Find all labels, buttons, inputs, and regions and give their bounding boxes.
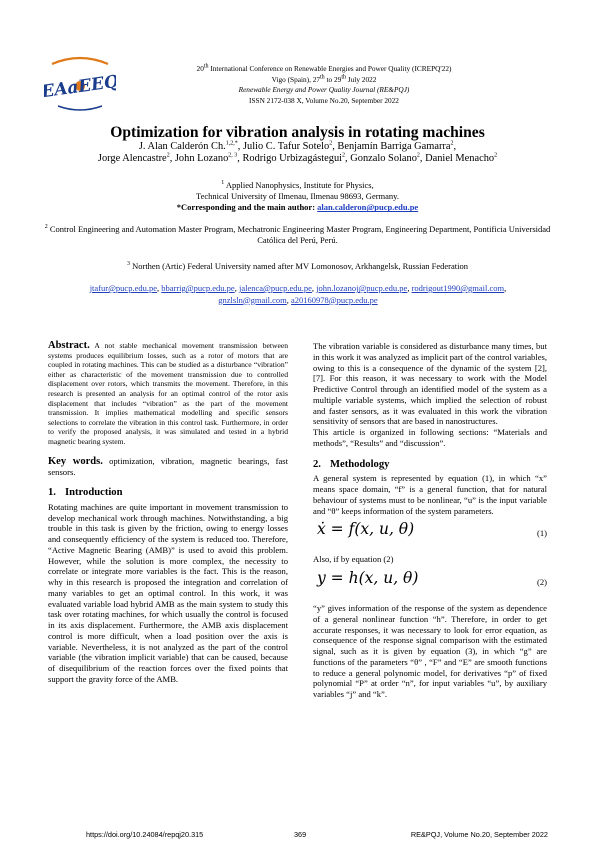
journal-citation: RE&PQJ, Volume No.20, September 2022 <box>410 830 548 839</box>
left-column <box>48 341 288 685</box>
author: Julio C. Tafur Sotelo$^2$, <box>242 140 338 152</box>
author-emails: jtafur@pucp.edu.pe, bbarrig@pucp.edu.pe, jalenca@pucp.edu.pe, john.lozanoj@pucp.edu.pe, rodrigout1990@gmail.com, gnzlsln@gmail.com, a20160978@pucp.edu.pe <box>89 283 507 305</box>
email-link[interactable]: a20160978@pucp.edu.pe <box>291 294 378 305</box>
email-link[interactable]: bbarrig@pucp.edu.pe <box>161 283 235 293</box>
logo-lettering: EAaEEQ <box>44 71 116 103</box>
equation-2-number: (2) <box>536 577 547 587</box>
email-link[interactable]: jtafur@pucp.edu.pe <box>89 283 157 293</box>
conference-line-1: 20th International Conference on Renewable Energies and Power Quality (ICREPQ'22) <box>196 63 452 73</box>
author: Rodrigo Urbizagástegui$^2$, <box>242 152 351 165</box>
author: Benjamín Barriga Gamarra$^2$, <box>337 140 457 152</box>
author: Gonzalo Solano$^2$, <box>350 152 426 165</box>
author: J. Alan Calderón Ch.$^{1,2,*}$, <box>138 140 243 152</box>
equation-1 <box>313 522 547 548</box>
affiliation-2: $^2$ Control Engineering and Automation Master Program, Mechatronic Engineering Master Program, Engineering Department, Pontificia Universidad Católica del Perú, Perú. <box>44 224 551 246</box>
equation-2 <box>313 571 547 597</box>
equation-2-formula: y = h(x, u, θ) <box>317 569 419 587</box>
conference-header <box>130 64 518 106</box>
paragraph: “y” gives information of the response of the system as dependence of a general nonlinear function “h”. Therefore, in order to get accurate responses, it was necessary to look for error equation, as consequence of the response signal comparison with the estimated signal, such as it is given by equation (3), in which “g” are functions of the parameters “θ” , “F” and “E” are smooth functions to reduce a general polynomic model, for derivatives “p” of fixed polynomial “P” at order “n”, for input variables “u”, by auxiliary variables “j” and “k”. <box>313 603 547 699</box>
paragraph: This article is organized in following sections: “Materials and methods”, “Results” and “discussion”. <box>313 427 547 448</box>
section-heading-methodology: 2. Methodology <box>313 458 390 470</box>
email-link[interactable]: rodrigout1990@gmail.com <box>411 283 505 293</box>
keywords-label: Key words. <box>48 455 103 467</box>
doi-link[interactable]: https://doi.org/10.24084/repqj20.315 <box>86 830 204 839</box>
paragraph: The vibration variable is considered as disturbance many times, but in this work it was analyzed as implicit part of the control variables, owing to this is a consequence of the dynamic of the system [2], [7]. For this reason, it was necessary to work with the Model Predictive Control through an identified model of the system as a multiple variable systems, which implied the selection of robust and faster sensors, as it was evaluated in this work the vibration sensitivity of sensors that are based in nanostructures. <box>313 341 547 427</box>
paragraph: A general system is represented by equation (1), in which “x” means space domain, “f” is a general function, that for natural behaviour of systems must to be nonlinear, “u” is the input variable and “θ” keeps information of the system parameters. <box>313 473 547 516</box>
abstract: Abstract. A not stable mechanical movement transmission between systems produces equilibrium losses, such as a rotor of motors that are coupled in rotating machines. This can be studied as a disturbance “vibration” either as characteristic of the movement transmission due to controlled displacement over rotors, which transmits the movement. Therefore, in this research is presented an analysis for an optimal control of the rotor axis displacement that includes “vibration” as the part of the movement transmission. It implies mathematical modelling and specific sensors selections to correlate the vibration in this control task. Furthermore, in order to verify the proposed analysis, it was simulated and tested in a hybrid magnetic bearing system. <box>48 340 288 446</box>
keywords: Key words. optimization, vibration, magnetic bearings, fast sensors. <box>48 455 288 478</box>
email-link[interactable]: jalenca@pucp.edu.pe <box>238 283 312 293</box>
author: Daniel Menacho$^2$ <box>425 152 498 165</box>
equation-1-formula: ẋ = f(x, u, θ) <box>317 520 415 539</box>
email-link[interactable]: john.lozanoj@pucp.edu.pe <box>316 283 408 293</box>
journal-name: Renewable Energy and Power Quality Journal (RE&PQJ) <box>238 85 410 95</box>
corresponding-email-link[interactable]: alan.calderon@pucp.edu.pe <box>317 202 419 213</box>
author-list <box>40 141 555 166</box>
affiliation-1: $^1$ Applied Nanophysics, Institute for Physics, Technical University of Ilmenau, Ilmenau 98693, Germany. *Corresponding and the main author: alan.calderon@pucp.edu.pe <box>40 180 555 214</box>
paragraph: Also, if by equation (2) <box>313 554 394 565</box>
introduction-text: Rotating machines are quite important in movement transmission to develop mechanical work through machines. Notwithstanding, a big trouble in this task is given by the friction, owing to energy losses and consequently efficiency of the system is reduced too. Therefore, “Active Magnetic Bearing (AMB)” is used to avoid this problem. However, while the solution is more complex, the necessity to correlate or integrate more variables is the fact. This is the reason, why in this research is proposed the integration and correlation of many variables to get an optimal control. In this work, it was evaluated variable load hybrid AMB as the main system to study this task over rotating machines, for which usually the control is focused in its axis displacement. Furthermore, the AMB axis displacement control is more difficult, when a load position over the axis is variable. Nevertheless, it is not analyzed as the part of the control variable (the vibration implicit variable) that can be caused, because of disequilibrium of the reaction forces over the fixed points that support the gravity force of the AMB. <box>48 501 288 684</box>
page-number: 369 <box>294 830 307 839</box>
conference-logo <box>44 56 116 112</box>
section-heading-introduction: 1. Introduction <box>48 487 123 499</box>
corresponding-author: *Corresponding and the main author: alan.calderon@pucp.edu.pe <box>176 202 419 213</box>
affiliation-3: $^3$ Northen (Artic) Federal University named after MV Lomonosov, Arkhangelsk, Russian Federation <box>126 261 469 271</box>
email-link[interactable]: gnzlsln@gmail.com <box>218 294 287 305</box>
equation-1-number: (1) <box>536 528 547 539</box>
abstract-label: Abstract. <box>48 340 90 351</box>
author: Jorge Alencastre$^2$, <box>97 152 175 165</box>
author: John Lozano$^{2, 3}$, <box>174 152 243 165</box>
paper-title: Optimization for vibration analysis in rotating machines <box>110 124 485 141</box>
issn-line: ISSN 2172-038 X, Volume No.20, September 2022 <box>249 95 399 105</box>
right-column <box>313 341 547 700</box>
conference-line-2: Vigo (Spain), 27th to 29th July 2022 <box>271 74 377 84</box>
